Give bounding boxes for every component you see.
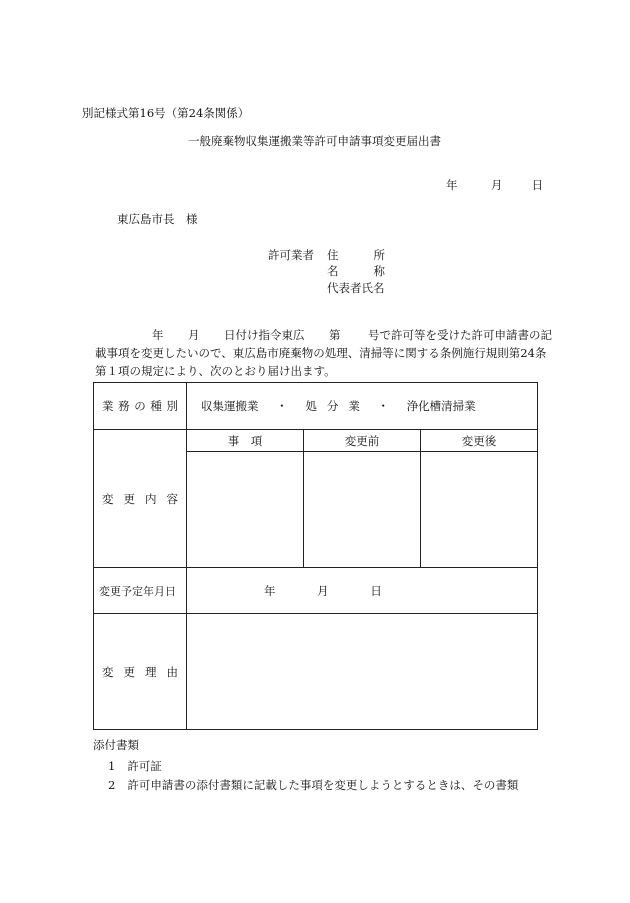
addressee: 東広島市長 様 (117, 212, 198, 226)
scheduled-date-label: 変更予定年月日 (94, 568, 187, 614)
attachment-item: 1 許可証 (108, 759, 162, 773)
reason-label: 変 更 理 由 (94, 614, 187, 730)
attachment-item: 2 許可申請書の添付書類に記載した事項を変更しようとするときは、その書類 (108, 778, 519, 792)
date-year: 年 (446, 178, 458, 192)
body-line3: 第１項の規定により、次のとおり届け出ます。 (95, 364, 336, 378)
representative-label: 代表者氏名 (327, 281, 385, 295)
change-form-table (93, 382, 538, 730)
applicant-role: 許可業者 (268, 248, 314, 262)
form-number: 別記様式第16号（第24条関係） (82, 106, 250, 120)
business-type-row (94, 383, 538, 430)
option-collection: 収集運搬業 (201, 399, 259, 413)
business-type-options: 収集運搬業 ・ 処 分 業 ・ 浄化槽清掃業 (187, 383, 538, 430)
before-field[interactable] (304, 452, 421, 568)
body-line1-rest: 号で許可等を受けた許可申請書の記 (368, 328, 552, 342)
name-label: 名 称 (327, 264, 385, 278)
reason-row (94, 614, 538, 730)
address-label: 住 所 (327, 248, 385, 262)
change-content-header-row (94, 430, 538, 452)
scheduled-date-field[interactable] (187, 568, 538, 614)
document-title: 一般廃棄物収集運搬業等許可申請事項変更届出書 (188, 134, 441, 148)
scheduled-month: 月 (317, 583, 329, 598)
body-date-part: 日付け指令東広 (224, 328, 305, 342)
attachments-heading: 添付書類 (93, 738, 139, 752)
body-month: 月 (188, 328, 200, 342)
date-month: 月 (490, 178, 503, 192)
option-septic-cleaning: 浄化槽清掃業 (406, 399, 476, 413)
item-field[interactable] (187, 452, 304, 568)
scheduled-day: 日 (370, 583, 382, 598)
change-content-label: 変 更 内 容 (94, 430, 187, 568)
column-after: 変更後 (421, 430, 538, 452)
business-type-label: 業 務 の 種 別 (94, 383, 187, 430)
column-before: 変更前 (304, 430, 421, 452)
column-item: 事 項 (187, 430, 304, 452)
date-line (446, 180, 543, 192)
body-year: 年 (152, 328, 164, 342)
after-field[interactable] (421, 452, 538, 568)
option-disposal: 処 分 業 (305, 399, 360, 413)
body-dai: 第 (329, 328, 341, 342)
scheduled-year: 年 (264, 583, 276, 598)
body-line2: 載事項を変更したいので、東広島市廃棄物の処理、清掃等に関する条例施行規則第24条 (95, 346, 547, 360)
date-day: 日 (531, 178, 544, 192)
scheduled-date-row (94, 568, 538, 614)
reason-field[interactable] (187, 614, 538, 730)
